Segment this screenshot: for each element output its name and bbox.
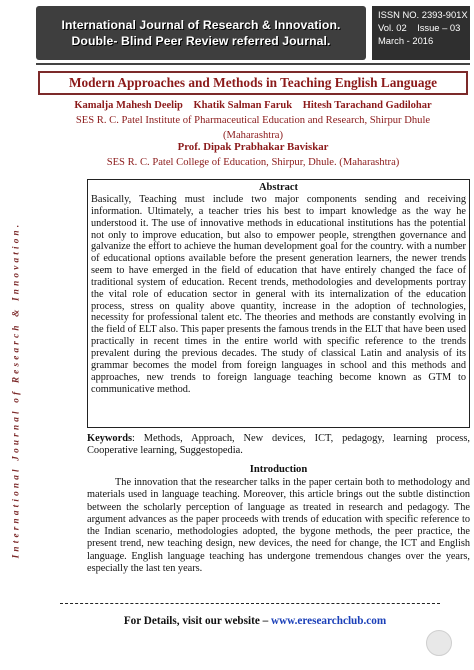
affiliation-1-line-1: SES R. C. Patel Institute of Pharmaceutical Education and Research, Shirpur Dhule — [75, 115, 431, 126]
author-name: Khatik Salman Faruk — [193, 100, 293, 111]
footer-text: For Details, visit our website – — [123, 615, 271, 627]
keywords-label: Keywords — [87, 433, 133, 444]
paper-title-box — [38, 71, 468, 95]
introduction-text: The innovation that the researcher talks in the paper certain both to methodology and materials used in language teaching. Moreover, this article brings out the subtle distinction between the scholarly perception of language as treated in research and pedagogy. The argument advances as the paper proceeds with trends of education with specific reference to the Indian scenario, methodologies adopted, the bygone methods, the peer practice, the present trend, new teaching design, new devices, the need for change, the ICT and English language. English language teaching has undergone tremendous changes over the years, especially the last ten years. — [87, 477, 470, 575]
footer — [60, 615, 450, 627]
abstract-box — [87, 179, 470, 428]
seal-icon — [426, 630, 452, 656]
side-journal-watermark — [5, 180, 25, 600]
journal-name-line-1: International Journal of Research & Innovation. — [61, 18, 341, 32]
volume: Vol. 02 — [378, 22, 407, 34]
affiliation-2: SES R. C. Patel College of Education, Shirpur, Dhule. (Maharashtra) — [106, 157, 400, 168]
affiliation-1 — [38, 113, 468, 143]
journal-name-line-2: Double- Blind Peer Review referred Journal. — [71, 34, 331, 48]
issue-date: March - 2016 — [378, 35, 434, 47]
keywords — [87, 433, 470, 457]
journal-banner — [36, 6, 366, 60]
professor-name: Prof. Dipak Prabhakar Baviskar — [177, 141, 329, 153]
affiliation-1-line-2: (Maharashtra) — [223, 130, 283, 141]
abstract-heading: Abstract — [258, 182, 299, 193]
author-name: Kamalja Mahesh Deelip — [74, 100, 183, 111]
paper-title: Modern Approaches and Methods in Teaching English Language — [68, 75, 438, 90]
issn-box — [372, 6, 470, 60]
website-link[interactable]: www.eresearchclub.com — [271, 615, 387, 627]
footer-divider — [60, 603, 440, 604]
keywords-text: : Methods, Approach, New devices, ICT, pedagogy, learning process, Cooperative learning, Suggestopedia. — [87, 433, 470, 456]
issn-number: ISSN NO. 2393-901X — [378, 9, 468, 20]
introduction-heading: Introduction — [249, 464, 308, 475]
header-divider — [36, 63, 470, 65]
abstract-text: Basically, Teaching must include two major components sending and receiving information. Ultimately, a teacher tries his best to impart knowledge as the way he understood it. The use of innovative methods in educational institutions has the potential not only to improve education, but also to empower people, strengthen governance and galvanize the effort to achieve the human development goal for the country. with a number of educational options available before the present generation learners, the newer trends seem to have emerged in the field of education that have entirely changed the face of traditional system of education. Recent trends, methodologies and developments portray the vital role of education sector in general with its internalization of the education process, stress on quality above quantity, increase in the adoption of technologies, necessity for professional talent etc. The theories and methods are constantly evolving in the field of ELT also. This paper presents the famous trends in the ELT that have been used practically in recent times in the entire world with specific reference to the trends prevalent during the previous decades. The study of classical Latin and analysis of its grammar becomes the model from foreign languages in school and this methods and approaches, new trends to foreign language teaching become known as GTM to communicative method. — [91, 194, 466, 395]
volume-issue — [378, 21, 470, 34]
author-name: Hitesh Tarachand Gadilohar — [302, 100, 432, 111]
author-list — [38, 100, 468, 111]
side-journal-text: International Journal of Research & Innovation. — [10, 221, 20, 559]
issue: Issue – 03 — [417, 22, 461, 34]
